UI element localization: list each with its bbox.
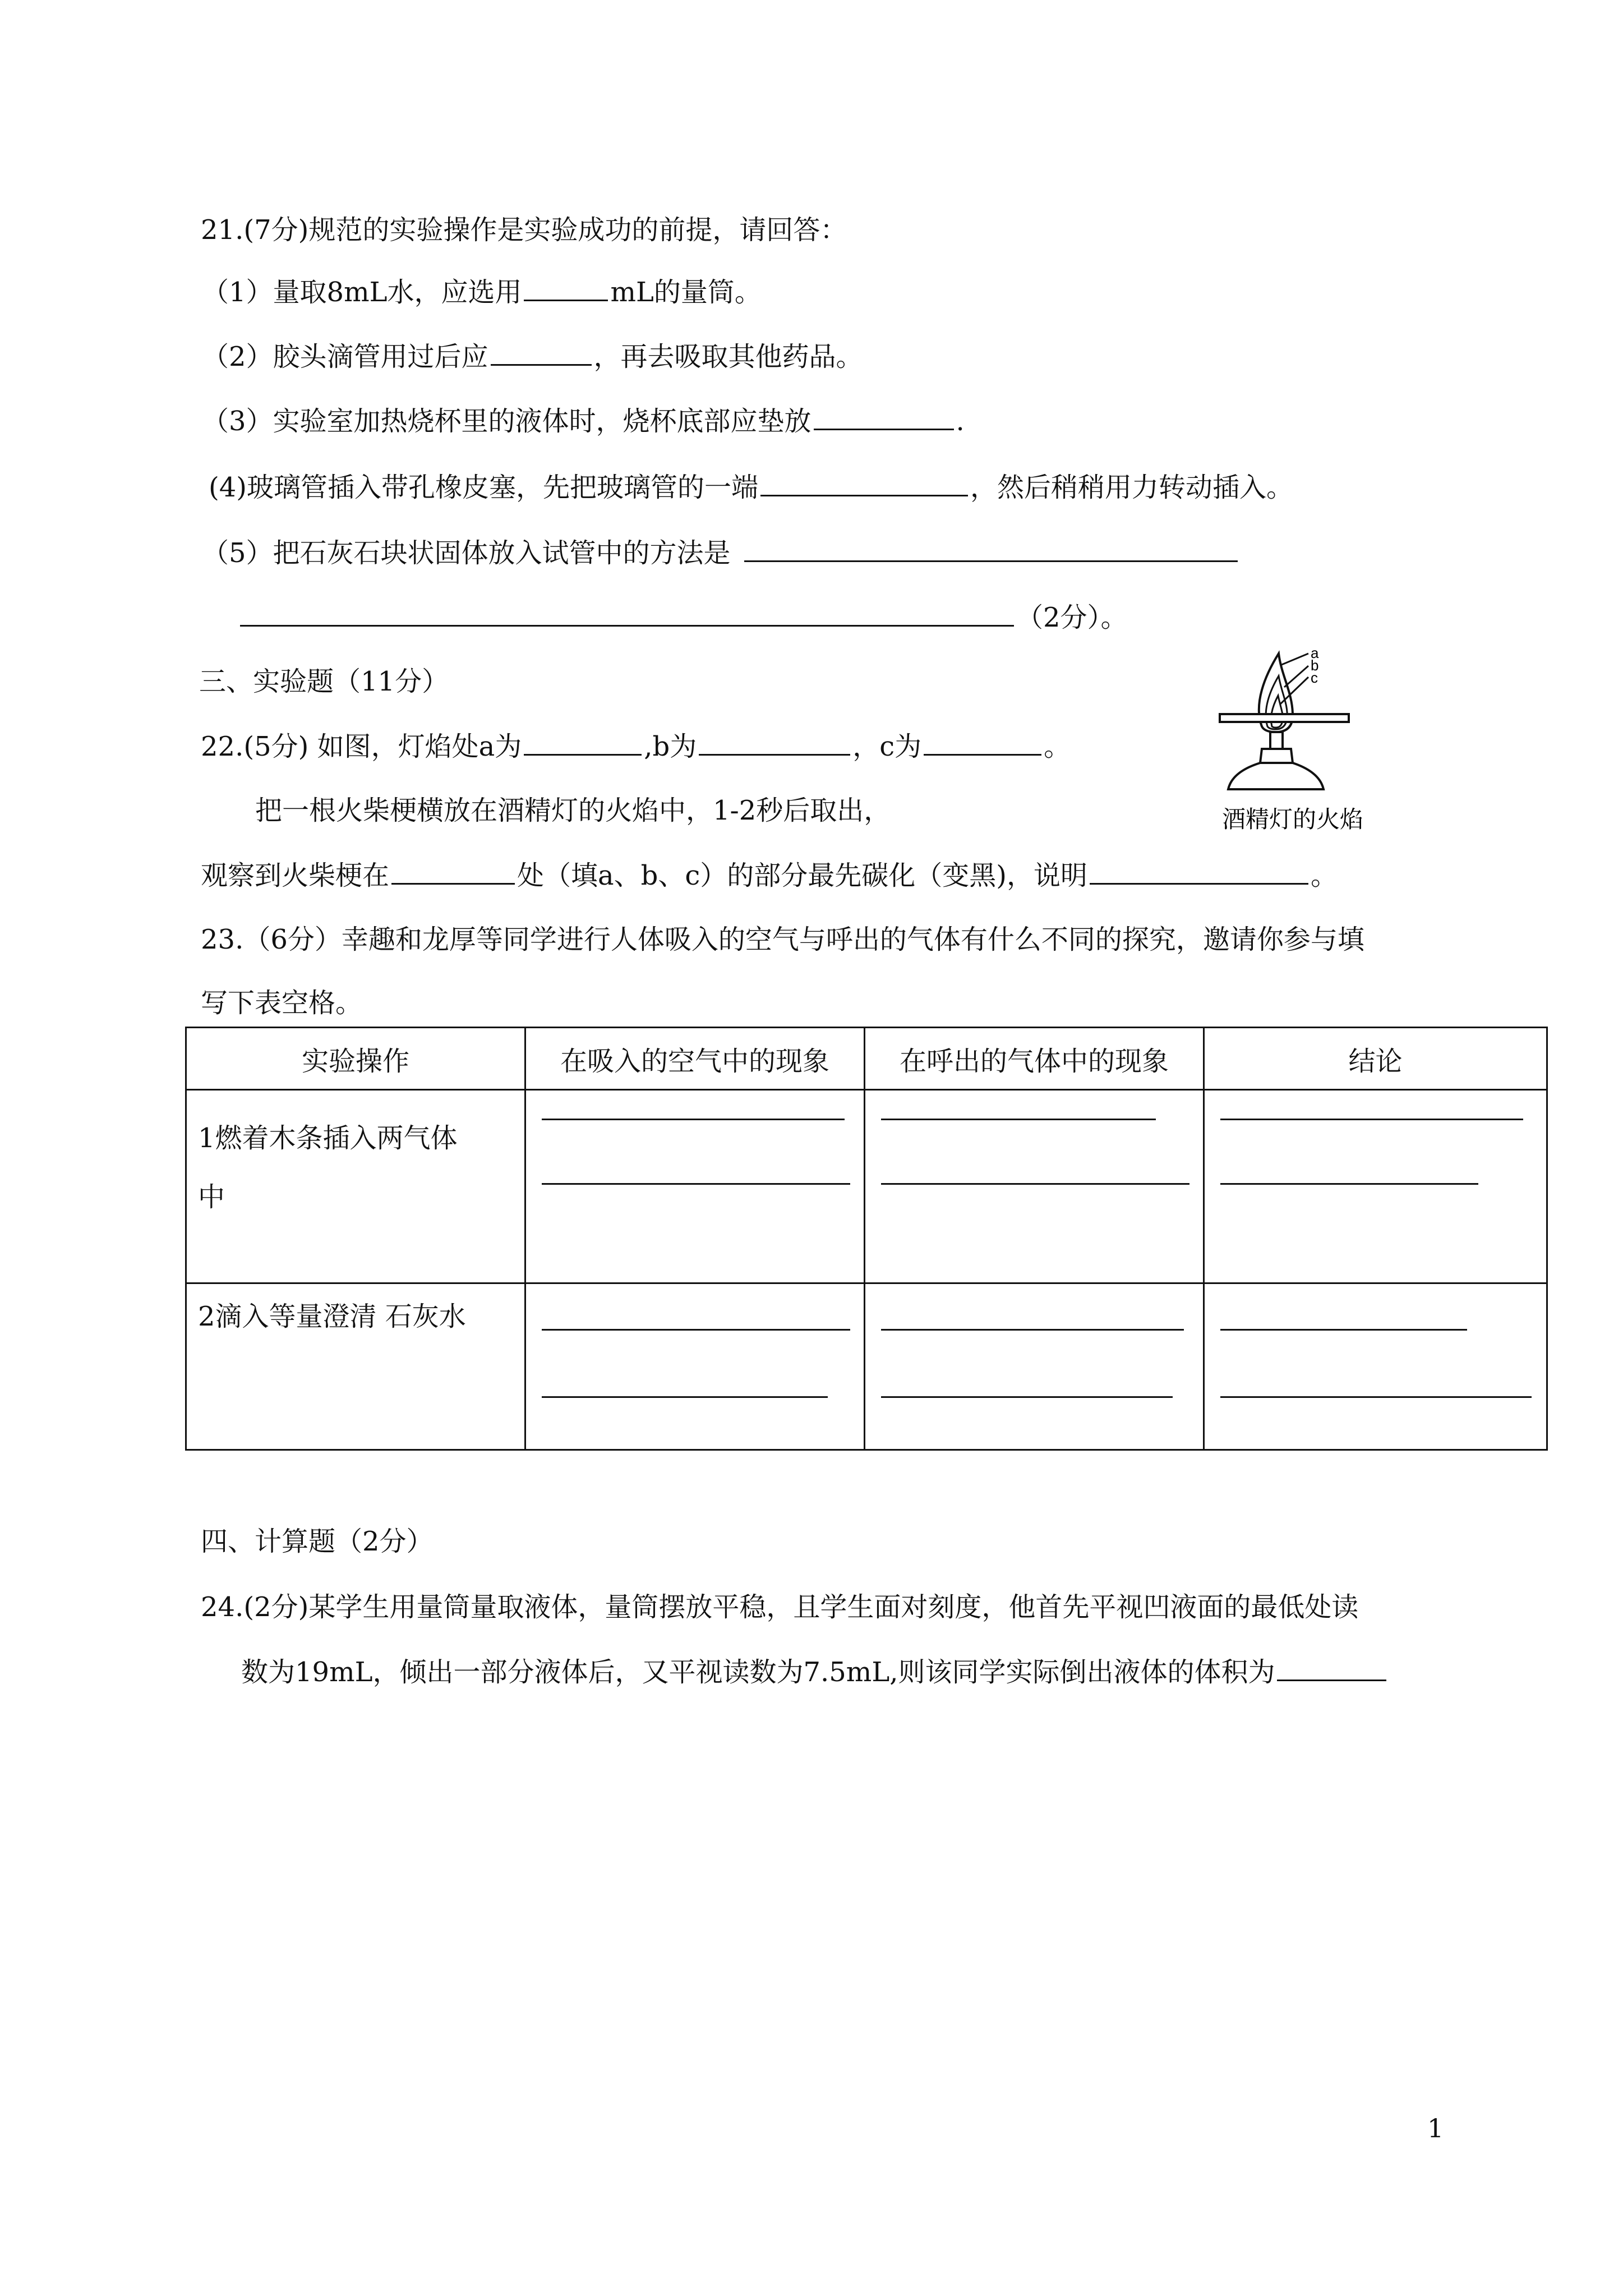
row2-inhaled-blank-2[interactable] (542, 1396, 828, 1398)
q22-line1-text-b: ,b为 (644, 731, 697, 762)
table-header-row (186, 1028, 1547, 1090)
q21-part2-text-a: （2）胶头滴管用过后应 (202, 341, 488, 372)
section3-title: 三、实验题（11分） (199, 666, 449, 697)
figure-caption: 酒精灯的火焰 (1221, 806, 1364, 833)
q22-blank-b[interactable] (699, 729, 850, 756)
flame-label-a: a (1311, 645, 1319, 661)
table-row (186, 1283, 1547, 1450)
flame-label-c: c (1311, 669, 1318, 686)
row1-label-a: 1燃着木条插入两气体 (198, 1122, 458, 1154)
q22-blank-a[interactable] (524, 729, 642, 756)
q21-part5-cont (240, 600, 1128, 634)
q21-part4-text-b: ，然后稍稍用力转动插入。 (970, 472, 1294, 503)
alcohol-lamp-icon (1209, 642, 1377, 833)
q21-part2-text-b: ，再去吸取其他药品。 (593, 341, 863, 372)
q21-part3 (202, 404, 965, 438)
row1-inhaled-blank-2[interactable] (542, 1183, 850, 1185)
row1-conclusion-blank-1[interactable] (1220, 1119, 1523, 1120)
row1-label-b: 中 (198, 1181, 225, 1213)
row1-exhaled-cell (865, 1090, 1204, 1283)
q21-part5-blank-2[interactable] (240, 600, 1014, 627)
row2-conclusion-cell (1204, 1283, 1547, 1450)
q24-blank-volume[interactable] (1277, 1655, 1386, 1681)
row1-conclusion-blank-2[interactable] (1220, 1183, 1478, 1185)
row1-conclusion-cell (1204, 1090, 1547, 1283)
q22-blank-explain[interactable] (1090, 858, 1308, 885)
q21-part4-blank[interactable] (760, 470, 968, 496)
experiment-table (185, 1027, 1548, 1451)
q21-part1-blank[interactable] (524, 275, 608, 301)
q22-line3-text-a: 观察到火柴梗在 (201, 860, 390, 891)
row1-exhaled-blank-1[interactable] (881, 1119, 1156, 1120)
row1-inhaled-blank-1[interactable] (542, 1119, 845, 1120)
q22-line1 (201, 729, 1071, 763)
q21-part1-text-b: mL的量筒。 (610, 277, 762, 308)
row2-conclusion-blank-2[interactable] (1220, 1396, 1532, 1398)
row2-label: 2滴入等量澄清 石灰水 (198, 1301, 466, 1332)
q21-part3-text-a: （3）实验室加热烧杯里的液体时，烧杯底部应垫放 (202, 406, 811, 437)
q21-part4-text-a: (4)玻璃管插入带孔橡皮塞，先把玻璃管的一端 (209, 472, 758, 503)
q21-part2-blank[interactable] (491, 339, 592, 366)
q21-part5-blank-1[interactable] (744, 536, 1238, 562)
row2-inhaled-cell (525, 1283, 865, 1450)
row1-exhaled-blank-2[interactable] (881, 1183, 1189, 1185)
q21-part5-text-a: （5）把石灰石块状固体放入试管中的方法是 (202, 537, 731, 569)
q22-line1-text-a: 22.(5分) 如图，灯焰处a为 (201, 731, 522, 762)
q24-line2-text: 数为19mL，倾出一部分液体后，又平视读数为7.5mL,则该同学实际倒出液体的体积为 (241, 1657, 1275, 1688)
row2-inhaled-blank-1[interactable] (542, 1329, 850, 1331)
section4-title: 四、计算题（2分） (201, 1526, 434, 1557)
row1-operation (186, 1090, 525, 1283)
header-inhaled: 在吸入的空气中的现象 (525, 1028, 865, 1090)
alcohol-lamp-figure (1209, 642, 1377, 833)
q24-line2 (241, 1655, 1389, 1689)
q21-part2 (202, 339, 863, 374)
row1-inhaled-cell (525, 1090, 865, 1283)
row2-exhaled-cell (865, 1283, 1204, 1450)
q22-line3 (201, 858, 1338, 892)
row2-exhaled-blank-2[interactable] (881, 1396, 1173, 1398)
q21-part5 (202, 536, 1240, 570)
q22-line3-text-b: 处（填a、b、c）的部分最先碳化（变黑)，说明 (517, 860, 1087, 891)
q21-title: 21.(7分)规范的实验操作是实验成功的前提，请回答： (201, 214, 847, 246)
q21-part3-text-b: . (956, 406, 965, 437)
page-number: 1 (1427, 2113, 1444, 2143)
q22-blank-position[interactable] (391, 858, 515, 885)
flame-label-b: b (1311, 657, 1319, 674)
q23-line2: 写下表空格。 (201, 987, 363, 1019)
q21-part5-text-b: （2分）。 (1016, 602, 1128, 633)
row2-conclusion-blank-1[interactable] (1220, 1329, 1467, 1331)
q22-line1-text-d: 。 (1044, 731, 1071, 762)
q21-part4 (209, 470, 1293, 504)
q21-part3-blank[interactable] (814, 404, 954, 430)
header-conclusion: 结论 (1204, 1028, 1547, 1090)
row2-exhaled-blank-1[interactable] (881, 1329, 1184, 1331)
q22-blank-c[interactable] (924, 729, 1041, 756)
header-exhaled: 在呼出的气体中的现象 (865, 1028, 1204, 1090)
table-row (186, 1090, 1547, 1283)
q23-line1: 23.（6分）幸趣和龙厚等同学进行人体吸入的空气与呼出的气体有什么不同的探究，邀请你参与填 (201, 924, 1364, 955)
q22-line1-text-c: ，c为 (852, 731, 922, 762)
q22-line2: 把一根火柴梗横放在酒精灯的火焰中，1-2秒后取出， (255, 795, 891, 826)
header-operation: 实验操作 (186, 1028, 525, 1090)
q24-line1: 24.(2分)某学生用量筒量取液体，量筒摆放平稳，且学生面对刻度，他首先平视凹液面的最低处读 (201, 1591, 1359, 1623)
q21-part1-text-a: （1）量取8mL水，应选用 (202, 277, 522, 308)
q22-line3-text-c: 。 (1310, 860, 1338, 891)
q21-part1 (202, 275, 762, 309)
row2-operation (186, 1283, 525, 1450)
